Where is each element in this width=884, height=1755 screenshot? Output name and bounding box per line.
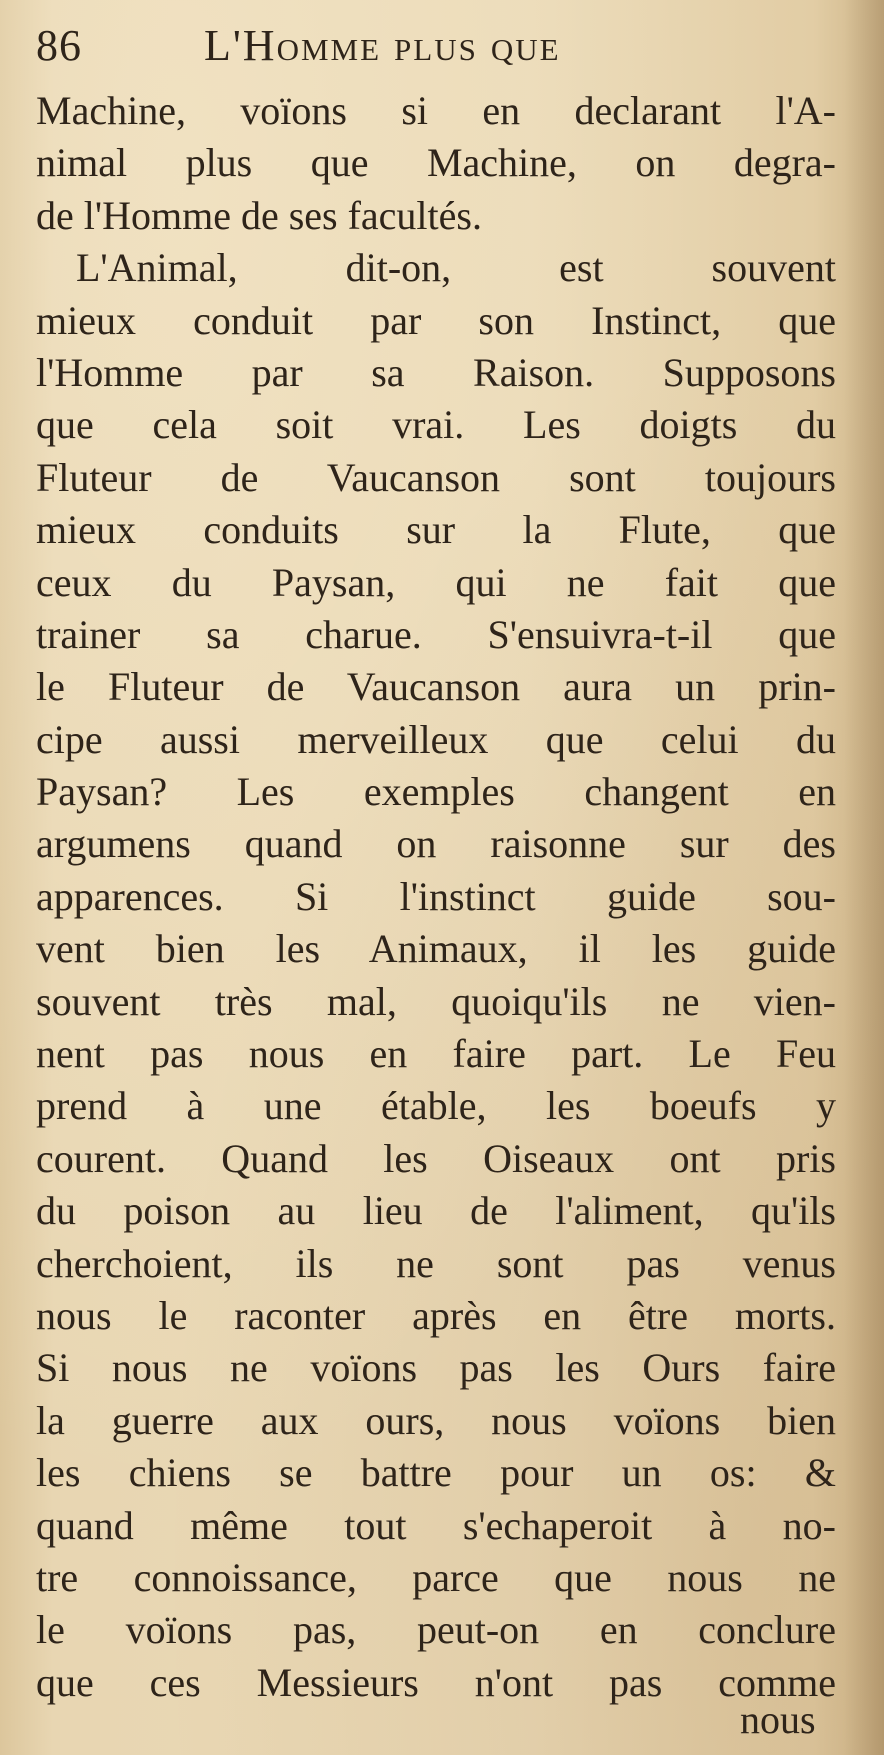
text-line: de l'Homme de ses facultés.	[36, 192, 482, 238]
text-line: cherchoient, ils ne sont pas venus	[36, 1240, 836, 1286]
text-line: mieux conduits sur la Flute, que	[36, 507, 836, 553]
text-line: tre connoissance, parce que nous ne	[36, 1554, 836, 1600]
text-line: argumens quand on raisonne sur des	[36, 821, 836, 867]
text-line: prend à une étable, les boeufs y	[36, 1083, 836, 1129]
page-header	[36, 14, 848, 74]
text-line: quand même tout s'echaperoit à no-	[36, 1502, 836, 1548]
text-line: le voïons pas, peut-on en conclure	[36, 1607, 836, 1653]
text-line: Machine, voïons si en declarant l'A-	[36, 88, 836, 133]
text-line: Si nous ne voïons pas les Ours faire	[36, 1345, 836, 1391]
text-line: du poison au lieu de l'aliment, qu'ils	[36, 1188, 836, 1234]
text-line: apparences. Si l'instinct guide sou-	[36, 873, 836, 919]
text-line: L'Animal, dit-on, est souvent	[76, 245, 836, 291]
body-text	[36, 85, 836, 1709]
running-head: L'Homme plus que	[204, 21, 561, 70]
text-line: la guerre aux ours, nous voïons bien	[36, 1397, 836, 1443]
text-line: que cela soit vrai. Les doigts du	[36, 402, 836, 448]
text-line: mieux conduit par son Instinct, que	[36, 297, 836, 343]
text-line: l'Homme par sa Raison. Supposons	[36, 349, 836, 395]
text-line: ceux du Paysan, qui ne fait que	[36, 559, 836, 605]
text-line: nimal plus que Machine, on degra-	[36, 140, 836, 186]
text-line: que ces Messieurs n'ont pas comme	[36, 1659, 836, 1705]
page-edge-shadow	[844, 0, 884, 1755]
text-line: souvent très mal, quoiqu'ils ne vien-	[36, 978, 836, 1024]
text-line: Paysan? Les exemples changent en	[36, 769, 836, 815]
text-line: vent bien les Animaux, il les guide	[36, 926, 836, 972]
text-line: nent pas nous en faire part. Le Feu	[36, 1031, 836, 1077]
text-line: courent. Quand les Oiseaux ont pris	[36, 1135, 836, 1181]
text-line: les chiens se battre pour un os: &	[36, 1450, 836, 1496]
text-line: Fluteur de Vaucanson sont toujours	[36, 454, 836, 500]
text-line: le Fluteur de Vaucanson aura un prin-	[36, 664, 836, 710]
text-line: trainer sa charue. S'ensuivra-t-il que	[36, 611, 836, 657]
text-line: nous le raconter après en être morts.	[36, 1292, 836, 1338]
page-number: 86	[36, 21, 82, 70]
text-line: cipe aussi merveilleux que celui du	[36, 716, 836, 762]
catchword: nous	[740, 1697, 816, 1742]
